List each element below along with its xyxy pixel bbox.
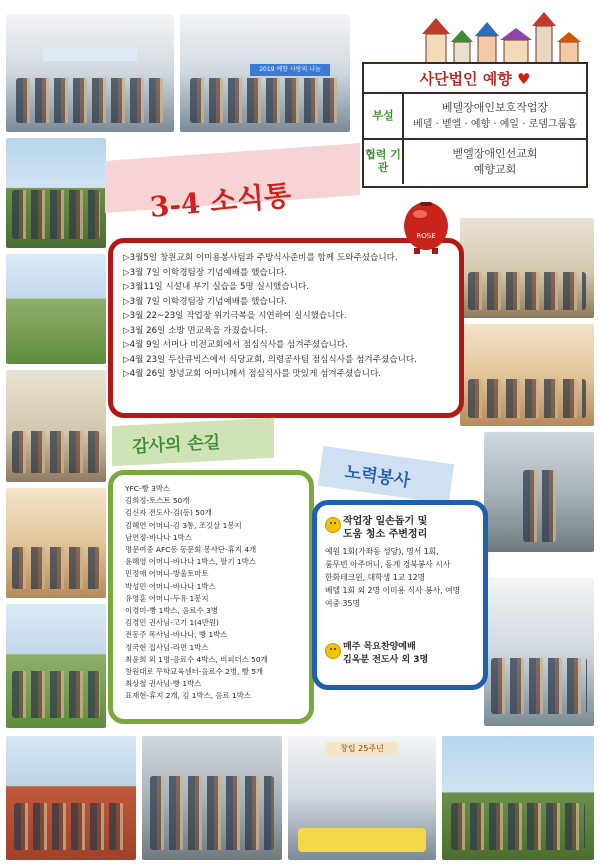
news-item-text: 3월 26일 소방 면교육을 가졌습니다. <box>129 325 268 336</box>
thanks-item <box>125 556 268 568</box>
news-item-text: 4월 23일 두산큐빅스에서 식당교회, 의령공사팀 점심식사를 섬겨주셨습니다. <box>129 354 417 365</box>
org-title <box>364 68 586 89</box>
photo-stone-wall <box>6 254 106 364</box>
news-item-text: 3월 7일 이학경팀장 기념예배를 했습니다. <box>129 267 288 278</box>
thanks-item <box>125 617 268 629</box>
thanks-item-text: 민정애 어머니-방울토마토 <box>125 569 209 579</box>
volunteer-item-text: 룸무빈 아주머니, 동계 경북봉사 시사 <box>325 560 451 569</box>
thanks-item <box>125 581 268 593</box>
volunteer-title: 노력봉사 <box>343 462 412 492</box>
org-row-line: 예향교회 <box>473 163 517 176</box>
photo-anniversary-cake <box>288 736 436 860</box>
news-item-text: 3월 22~23일 작업장 위기극복을 시연하여 실시했습니다. <box>129 311 347 321</box>
thanks-item <box>125 520 268 532</box>
thanks-item <box>125 495 268 507</box>
thanks-item <box>125 593 268 605</box>
thanks-box <box>108 470 314 724</box>
photo-banner-text: 2019 예향 사랑의 나눔 <box>250 64 330 76</box>
thanks-item <box>125 483 268 495</box>
smiley-icon <box>325 517 341 533</box>
volunteer-box <box>312 500 488 690</box>
volunteer-item <box>325 545 460 558</box>
photo-kitchen-serving <box>6 370 106 482</box>
news-item <box>123 280 417 295</box>
svg-text:ROSE: ROSE <box>416 232 436 240</box>
news-item <box>123 295 417 310</box>
thanks-item <box>125 654 268 666</box>
org-row-label: 부설 <box>364 94 404 138</box>
thanks-list <box>125 483 268 703</box>
volunteer-item-text: 한화테크윈, 대학생 1교 12명 <box>325 573 426 582</box>
thanks-item <box>125 605 268 617</box>
thanks-item-text: 유영훈 어머니-두유 1봉지 <box>125 593 209 603</box>
thanks-item-text: 최윤희 외 1명-음료수 4박스, 비피더스 50개 <box>125 654 268 664</box>
volunteer-item <box>325 571 460 584</box>
triangle-bullet-icon: ▷ <box>123 282 130 292</box>
worship-line: 김옥분 전도사 외 3명 <box>343 655 429 665</box>
smiley-icon <box>325 643 341 659</box>
thanks-item-text: 전동주 목사님-바나나, 빵 1박스 <box>125 630 228 640</box>
photo-group-building <box>442 736 594 860</box>
thanks-item <box>125 678 268 690</box>
org-row-line: 벧엘장애인선교회 <box>452 146 538 160</box>
news-item-text: 3월11일 시설내 부기 실습을 5명 실시했습니다. <box>129 282 309 292</box>
thanks-item-text: 명문여중 AFC동 동문회 봉사단-휴지 4개 <box>125 545 257 555</box>
news-title: 3-4 소식통 <box>148 178 293 224</box>
thanks-item <box>125 544 268 556</box>
news-box <box>108 238 464 418</box>
volunteer-item-text: 베델 1회 외 2명 이미용 식사 봉사, 여명 <box>325 586 461 595</box>
news-item <box>123 353 417 368</box>
volunteer-heading-line: 도움 청소 주변정리 <box>343 529 428 540</box>
org-info-box <box>362 62 588 188</box>
thanks-item-text: 김희정-토스트 50개 <box>125 496 190 506</box>
photo-track-walk <box>6 736 136 860</box>
triangle-bullet-icon: ▷ <box>123 354 130 365</box>
volunteer-item-text: 여중 35명 <box>325 599 360 608</box>
thanks-item-text: 김신자 전도사-김(동) 50개 <box>125 508 212 518</box>
thanks-item-text: 표재현-휴지 2개, 김 1박스, 음료 1박스 <box>125 691 252 701</box>
org-row-line: 베델 · 벧엘 · 예향 · 예일 · 로뎀그룹홈 <box>413 118 577 130</box>
thanks-item <box>125 532 268 544</box>
volunteer-list <box>325 545 460 610</box>
piggy-bank-icon <box>398 196 454 254</box>
thanks-item <box>125 629 268 641</box>
news-list <box>123 251 417 382</box>
volunteer-item <box>325 597 460 610</box>
triangle-bullet-icon: ▷ <box>123 369 130 379</box>
org-row-partner <box>364 138 586 184</box>
photo-volunteers-table <box>484 578 594 726</box>
news-item-text: 4월 26일 창녕교회 어머니께서 점심식사를 맛있게 섬겨주셨습니다. <box>129 369 381 379</box>
worship-line: 매주 목요찬양예배 <box>343 642 416 652</box>
news-item <box>123 251 417 266</box>
thanks-item-text: 창원대로 무학교육센터-음료수 2병, 빵 5개 <box>125 667 264 677</box>
thanks-item-text: 박성민 어머니-바나나 1박스 <box>125 581 216 591</box>
thanks-item-text: 정국현 집사님-라면 1박스 <box>125 642 209 652</box>
news-item <box>123 367 417 382</box>
org-row-line: 베델장애인보호작업장 <box>441 101 549 115</box>
thanks-item <box>125 568 268 580</box>
triangle-bullet-icon: ▷ <box>123 325 130 336</box>
photo-vegetable-prep <box>460 324 594 426</box>
photo-sports-field <box>6 604 106 728</box>
thanks-item-text: 최상철 권사님-빵 1박스 <box>125 679 202 689</box>
news-item-text: 3월 7일 이학경팀장 기념예배를 했습니다. <box>129 296 288 307</box>
photo-cooking-women <box>460 218 594 318</box>
org-row-label: 협력 기관 <box>364 140 404 184</box>
news-item-text: 4월 9일 서머나 비전교회에서 점심식사를 섬겨주셨습니다. <box>129 340 348 350</box>
news-item <box>123 338 417 353</box>
thanks-item <box>125 690 268 702</box>
thanks-item-text: 윤혜영 어머니-바나나 1박스, 딸기 1박스 <box>125 557 256 567</box>
triangle-bullet-icon: ▷ <box>123 267 130 278</box>
triangle-bullet-icon: ▷ <box>123 253 130 263</box>
houses-illustration <box>420 12 584 64</box>
triangle-bullet-icon: ▷ <box>123 296 130 307</box>
photo-garden-work <box>6 138 106 248</box>
thanks-item-text: YFC-빵 3박스 <box>125 484 171 493</box>
triangle-bullet-icon: ▷ <box>123 340 130 350</box>
org-name: 사단법인 예향 <box>419 70 512 88</box>
heart-icon: ♥ <box>516 70 531 88</box>
volunteer-item-text: 예원 1회(가좌동 성당), 명서 1회, <box>325 547 439 556</box>
news-item-text: 3월5일 창원교회 이미용봉사팀과 주방식사준비를 함께 도와주셨습니다. <box>129 253 398 263</box>
photo-station-group <box>6 14 174 132</box>
news-item <box>123 266 417 281</box>
volunteer-heading <box>343 515 427 541</box>
thanks-item-text: 이경미-빵 1박스, 음료수 3병 <box>125 606 218 616</box>
photo-dining-hall <box>180 14 350 132</box>
volunteer-worship <box>343 641 428 667</box>
photo-food-prep <box>6 488 106 598</box>
triangle-bullet-icon: ▷ <box>123 311 130 321</box>
thanks-item-text: 남연정-바나나 1박스 <box>125 532 192 542</box>
thanks-title: 감사의 손길 <box>131 432 221 458</box>
photo-cleaning-man <box>484 432 594 552</box>
photo-umbrella-walk <box>142 736 282 860</box>
thanks-item <box>125 642 268 654</box>
thanks-item-text: 김혜연 어머니-김 3통, 조깃살 1봉지 <box>125 520 242 530</box>
thanks-item <box>125 507 268 519</box>
volunteer-heading-line: 작업장 일손돕기 및 <box>343 516 428 527</box>
thanks-item-text: 김경민 권사님-고기 1(4만원) <box>125 618 219 628</box>
anniversary-banner-text: 창립 25주년 <box>326 742 398 756</box>
news-item <box>123 309 417 324</box>
volunteer-item <box>325 584 460 597</box>
volunteer-item <box>325 558 460 571</box>
thanks-item <box>125 666 268 678</box>
news-item <box>123 324 417 339</box>
org-row-affiliate <box>364 92 586 138</box>
